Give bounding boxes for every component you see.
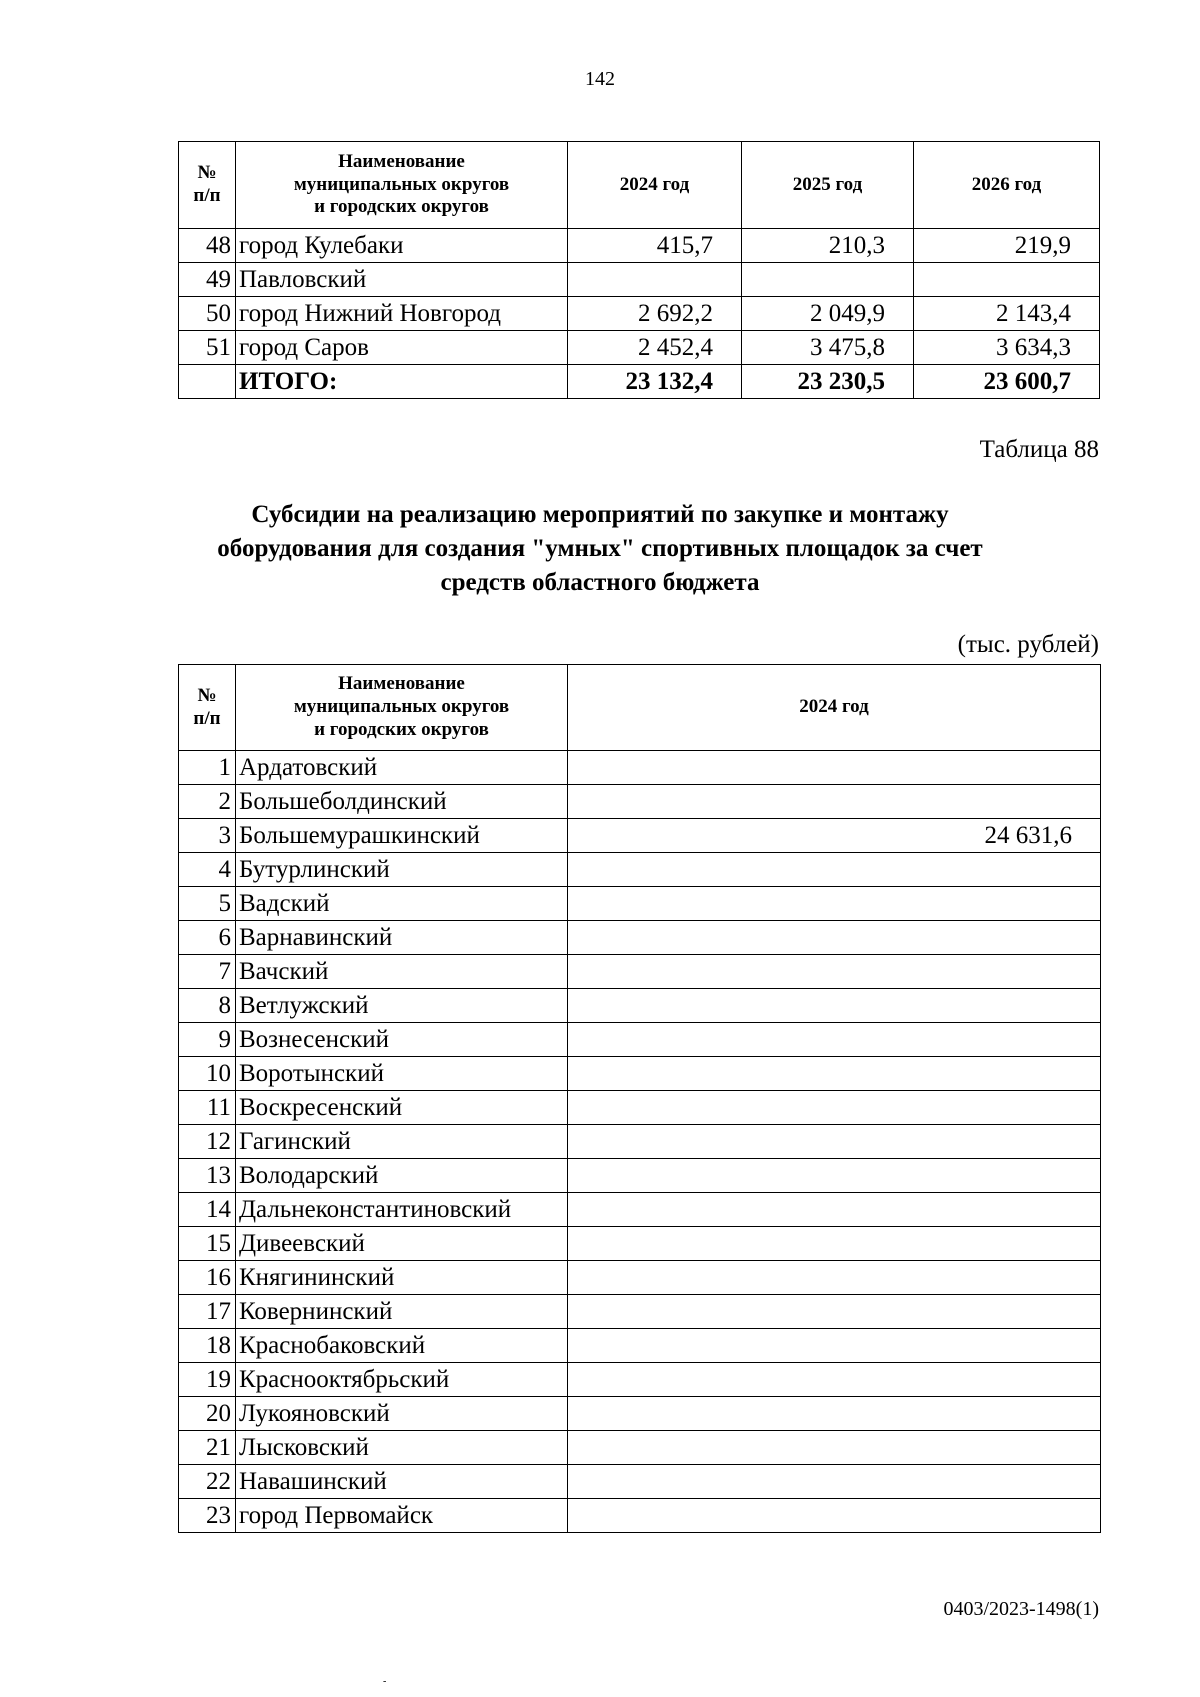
table-row [179,1091,1101,1125]
row-name: город Первомайск [236,1499,568,1533]
table-row [179,229,1100,263]
row-value-2024 [568,1363,1101,1397]
row-value-2024 [568,1193,1101,1227]
table-row [179,819,1101,853]
row-name: город Кулебаки [236,229,568,263]
table-title-line3: средств областного бюджета [440,568,760,596]
row-number: 9 [179,1023,236,1057]
row-number: 1 [179,751,236,785]
row-name: Вознесенский [236,1023,568,1057]
row-number: 23 [179,1499,236,1533]
table-row [179,1397,1101,1431]
row-name: Ардатовский [236,751,568,785]
table-row [179,1023,1101,1057]
row-name: Краснобаковский [236,1329,568,1363]
header-num [179,665,236,751]
header-num-line1: № [197,684,217,706]
row-value-2024 [568,955,1101,989]
row-number: 17 [179,1295,236,1329]
table-header-row [179,665,1101,751]
table-row [179,1363,1101,1397]
row-name: город Саров [236,331,568,365]
row-number: 49 [179,263,236,297]
row-value-2025: 210,3 [742,229,914,263]
total-number-cell [179,365,236,399]
row-value-2025: 2 049,9 [742,297,914,331]
table-caption: Таблица 88 [979,436,1099,463]
row-number: 50 [179,297,236,331]
row-value-2024: 415,7 [568,229,742,263]
row-number: 3 [179,819,236,853]
header-name-line1: Наименование [338,673,465,695]
row-name: Лысковский [236,1431,568,1465]
header-name-line3: и городских округов [314,718,489,740]
header-name-line3: и городских округов [314,196,489,218]
table-row [179,1227,1101,1261]
document-code: 0403/2023-1498(1) [943,1598,1099,1620]
table-row [179,1499,1101,1533]
row-number: 12 [179,1125,236,1159]
total-2025: 23 230,5 [742,365,914,399]
row-name: Бутурлинский [236,853,568,887]
table-title-line1: Субсидии на реализацию мероприятий по закупке и монтажу [251,501,949,528]
table-row [179,1261,1101,1295]
row-number: 7 [179,955,236,989]
table-row [179,1431,1101,1465]
table-row [179,1125,1101,1159]
total-row [179,365,1100,399]
row-name: Вадский [236,887,568,921]
header-name-line2: муниципальных округов [293,173,510,195]
total-2024: 23 132,4 [568,365,742,399]
row-number: 2 [179,785,236,819]
row-value-2024 [568,921,1101,955]
table-title [100,498,1100,599]
row-number: 18 [179,1329,236,1363]
row-name: Ковернинский [236,1295,568,1329]
row-value-2025 [742,263,914,297]
row-value-2024 [568,1431,1101,1465]
table-row [179,297,1100,331]
table-row [179,853,1101,887]
row-name: Ветлужский [236,989,568,1023]
row-value-2026: 219,9 [914,229,1100,263]
row-number: 20 [179,1397,236,1431]
row-number: 6 [179,921,236,955]
row-value-2024 [568,751,1101,785]
row-value-2024 [568,1499,1101,1533]
row-number: 19 [179,1363,236,1397]
row-value-2024 [568,1227,1101,1261]
table-header-row [179,142,1100,229]
total-2026: 23 600,7 [914,365,1100,399]
table-row [179,921,1101,955]
row-name: Воротынский [236,1057,568,1091]
row-value-2024: 2 692,2 [568,297,742,331]
table-row [179,1295,1101,1329]
header-name-line1: Наименование [338,150,465,172]
row-value-2024 [568,1091,1101,1125]
row-name: Вачский [236,955,568,989]
row-name: Воскресенский [236,1091,568,1125]
row-value-2024 [568,1159,1101,1193]
row-value-2024 [568,1295,1101,1329]
table-row [179,1057,1101,1091]
row-name: Дивеевский [236,1227,568,1261]
row-value-2024: 24 631,6 [568,819,1101,853]
table-row [179,1465,1101,1499]
header-2024: 2024 год [568,665,1101,751]
row-number: 14 [179,1193,236,1227]
row-number: 51 [179,331,236,365]
row-number: 4 [179,853,236,887]
row-name: Большеболдинский [236,785,568,819]
row-number: 15 [179,1227,236,1261]
row-name: Варнавинский [236,921,568,955]
row-number: 11 [179,1091,236,1125]
row-name: Княгининский [236,1261,568,1295]
header-2024: 2024 год [568,142,742,229]
row-name: Большемурашкинский [236,819,568,853]
row-name: Навашинский [236,1465,568,1499]
table-continued-2024-2026 [178,141,1100,399]
row-number: 8 [179,989,236,1023]
row-name: Павловский [236,263,568,297]
row-value-2024 [568,1465,1101,1499]
row-name: Гагинский [236,1125,568,1159]
table-row [179,751,1101,785]
row-number: 10 [179,1057,236,1091]
page-number: 142 [585,68,615,90]
header-2025: 2025 год [742,142,914,229]
row-number: 5 [179,887,236,921]
table-row [179,989,1101,1023]
row-number: 22 [179,1465,236,1499]
row-value-2024: 2 452,4 [568,331,742,365]
table-row [179,263,1100,297]
footer-mark: - [383,1676,387,1687]
row-value-2024 [568,263,742,297]
row-name: Володарский [236,1159,568,1193]
header-2026: 2026 год [914,142,1100,229]
row-name: Краснооктябрьский [236,1363,568,1397]
row-number: 16 [179,1261,236,1295]
header-name [236,142,568,229]
header-num-line2: п/п [193,185,221,206]
table-row [179,887,1101,921]
row-value-2024 [568,785,1101,819]
row-number: 48 [179,229,236,263]
header-num-line2: п/п [193,707,221,729]
row-value-2024 [568,1261,1101,1295]
header-num-line1: № [197,162,217,184]
row-value-2025: 3 475,8 [742,331,914,365]
row-value-2024 [568,1125,1101,1159]
row-name: город Нижний Новгород [236,297,568,331]
row-number: 21 [179,1431,236,1465]
row-value-2024 [568,1057,1101,1091]
row-value-2026: 3 634,3 [914,331,1100,365]
header-num [179,142,236,229]
row-value-2024 [568,989,1101,1023]
row-value-2026 [914,263,1100,297]
table-title-line2: оборудования для создания "умных" спортивных площадок за счет [217,534,983,562]
header-name [236,665,568,751]
row-value-2026: 2 143,4 [914,297,1100,331]
table-row [179,1193,1101,1227]
total-label: ИТОГО: [236,365,568,399]
row-value-2024 [568,1397,1101,1431]
table-row [179,785,1101,819]
row-value-2024 [568,1023,1101,1057]
table-row [179,1159,1101,1193]
row-value-2024 [568,1329,1101,1363]
row-name: Лукояновский [236,1397,568,1431]
header-name-line2: муниципальных округов [293,696,510,718]
table-row [179,955,1101,989]
units-label: (тыс. рублей) [957,631,1099,658]
row-number: 13 [179,1159,236,1193]
row-value-2024 [568,887,1101,921]
row-name: Дальнеконстантиновский [236,1193,568,1227]
table-row [179,1329,1101,1363]
table-row [179,331,1100,365]
row-value-2024 [568,853,1101,887]
subsidy-table-88 [178,664,1101,1533]
